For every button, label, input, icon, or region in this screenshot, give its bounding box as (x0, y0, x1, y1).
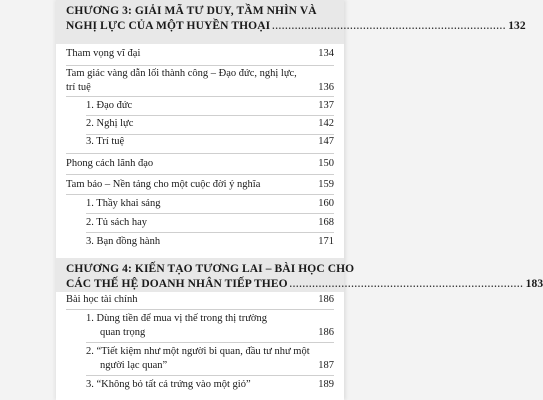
toc-entry-page: 147 (318, 136, 334, 147)
chapter-4-title-line1: CHƯƠNG 4: KIẾN TẠO TƯƠNG LAI – BÀI HỌC CHO (66, 263, 355, 275)
divider (86, 232, 334, 233)
toc-entry-page: 186 (318, 327, 334, 338)
toc-entry-text: Tham vọng vĩ đại (66, 48, 141, 59)
divider (66, 96, 334, 97)
chapter-3-page: 132 (508, 20, 526, 32)
toc-subentry-text: 1. Thầy khai sáng (86, 198, 161, 209)
chapter-4-title-line2-row (66, 277, 543, 292)
toc-entry-text: Tam giác vàng dẫn lối thành công – Đạo đức, nghị lực, (66, 68, 297, 79)
toc-entry-page: 160 (318, 198, 334, 209)
toc-subentry-text: 1. Dùng tiền để mua vị thế trong thị trường (86, 313, 267, 324)
toc-subentry-text: 3. “Không bỏ tất cả trứng vào một giỏ” (86, 379, 251, 390)
divider (86, 115, 334, 116)
toc-subentry-text: 3. Bạn đồng hành (86, 236, 161, 247)
toc-entry-page: 187 (318, 360, 334, 371)
toc-entry-page: 189 (318, 379, 334, 390)
chapter-3-title-line2-row (66, 19, 526, 34)
toc-subentry-text: 3. Trí tuệ (86, 136, 125, 147)
chapter-3-title-line1: CHƯƠNG 3: GIẢI MÃ TƯ DUY, TẦM NHÌN VÀ (66, 5, 317, 17)
toc-entry-page: 159 (318, 179, 334, 190)
divider (66, 153, 334, 154)
toc-subentry-text: 2. Nghị lực (86, 118, 134, 129)
chapter-4-title-line2: CÁC THẾ HỆ DOANH NHÂN TIẾP THEO (66, 278, 288, 290)
divider (66, 194, 334, 195)
leader-dots: ........................................................................ (272, 21, 507, 31)
divider (66, 309, 334, 310)
toc-entry-page: 168 (318, 217, 334, 228)
toc-subentry-text: 1. Đạo đức (86, 100, 133, 111)
divider (66, 174, 334, 175)
leader-dots: ........................................................................ (289, 279, 524, 289)
toc-page (56, 0, 543, 400)
toc-entry-text: Phong cách lãnh đạo (66, 158, 154, 169)
toc-entry-page: 137 (318, 100, 334, 111)
divider (86, 213, 334, 214)
toc-subentry-text: 2. “Tiết kiệm như một người bi quan, đầu tư như một (86, 346, 310, 357)
chapter-3-heading (56, 0, 526, 44)
chapter-4-heading (56, 258, 543, 292)
toc-entry-text-cont: trí tuệ (66, 82, 91, 93)
toc-subentry-text-cont: quan trọng (100, 327, 146, 338)
chapter-4-page: 183 (525, 278, 543, 290)
divider (86, 342, 334, 343)
toc-entry-page: 134 (318, 48, 334, 59)
toc-entry-text: Tam bảo – Nền tảng cho một cuộc đời ý nghĩa (66, 179, 261, 190)
chapter-3-title-line2: NGHỊ LỰC CỦA MỘT HUYỀN THOẠI (66, 20, 271, 32)
toc-entry-page: 171 (318, 236, 334, 247)
divider (86, 375, 334, 376)
toc-entry-text: Bài học tài chính (66, 294, 138, 305)
toc-entry-page: 186 (318, 294, 334, 305)
toc-entry-page: 136 (318, 82, 334, 93)
toc-subentry-text-cont: người lạc quan” (100, 360, 168, 371)
toc-entry-page: 142 (318, 118, 334, 129)
toc-subentry-text: 2. Tủ sách hay (86, 217, 148, 228)
toc-entry-page: 150 (318, 158, 334, 169)
divider (66, 65, 334, 66)
